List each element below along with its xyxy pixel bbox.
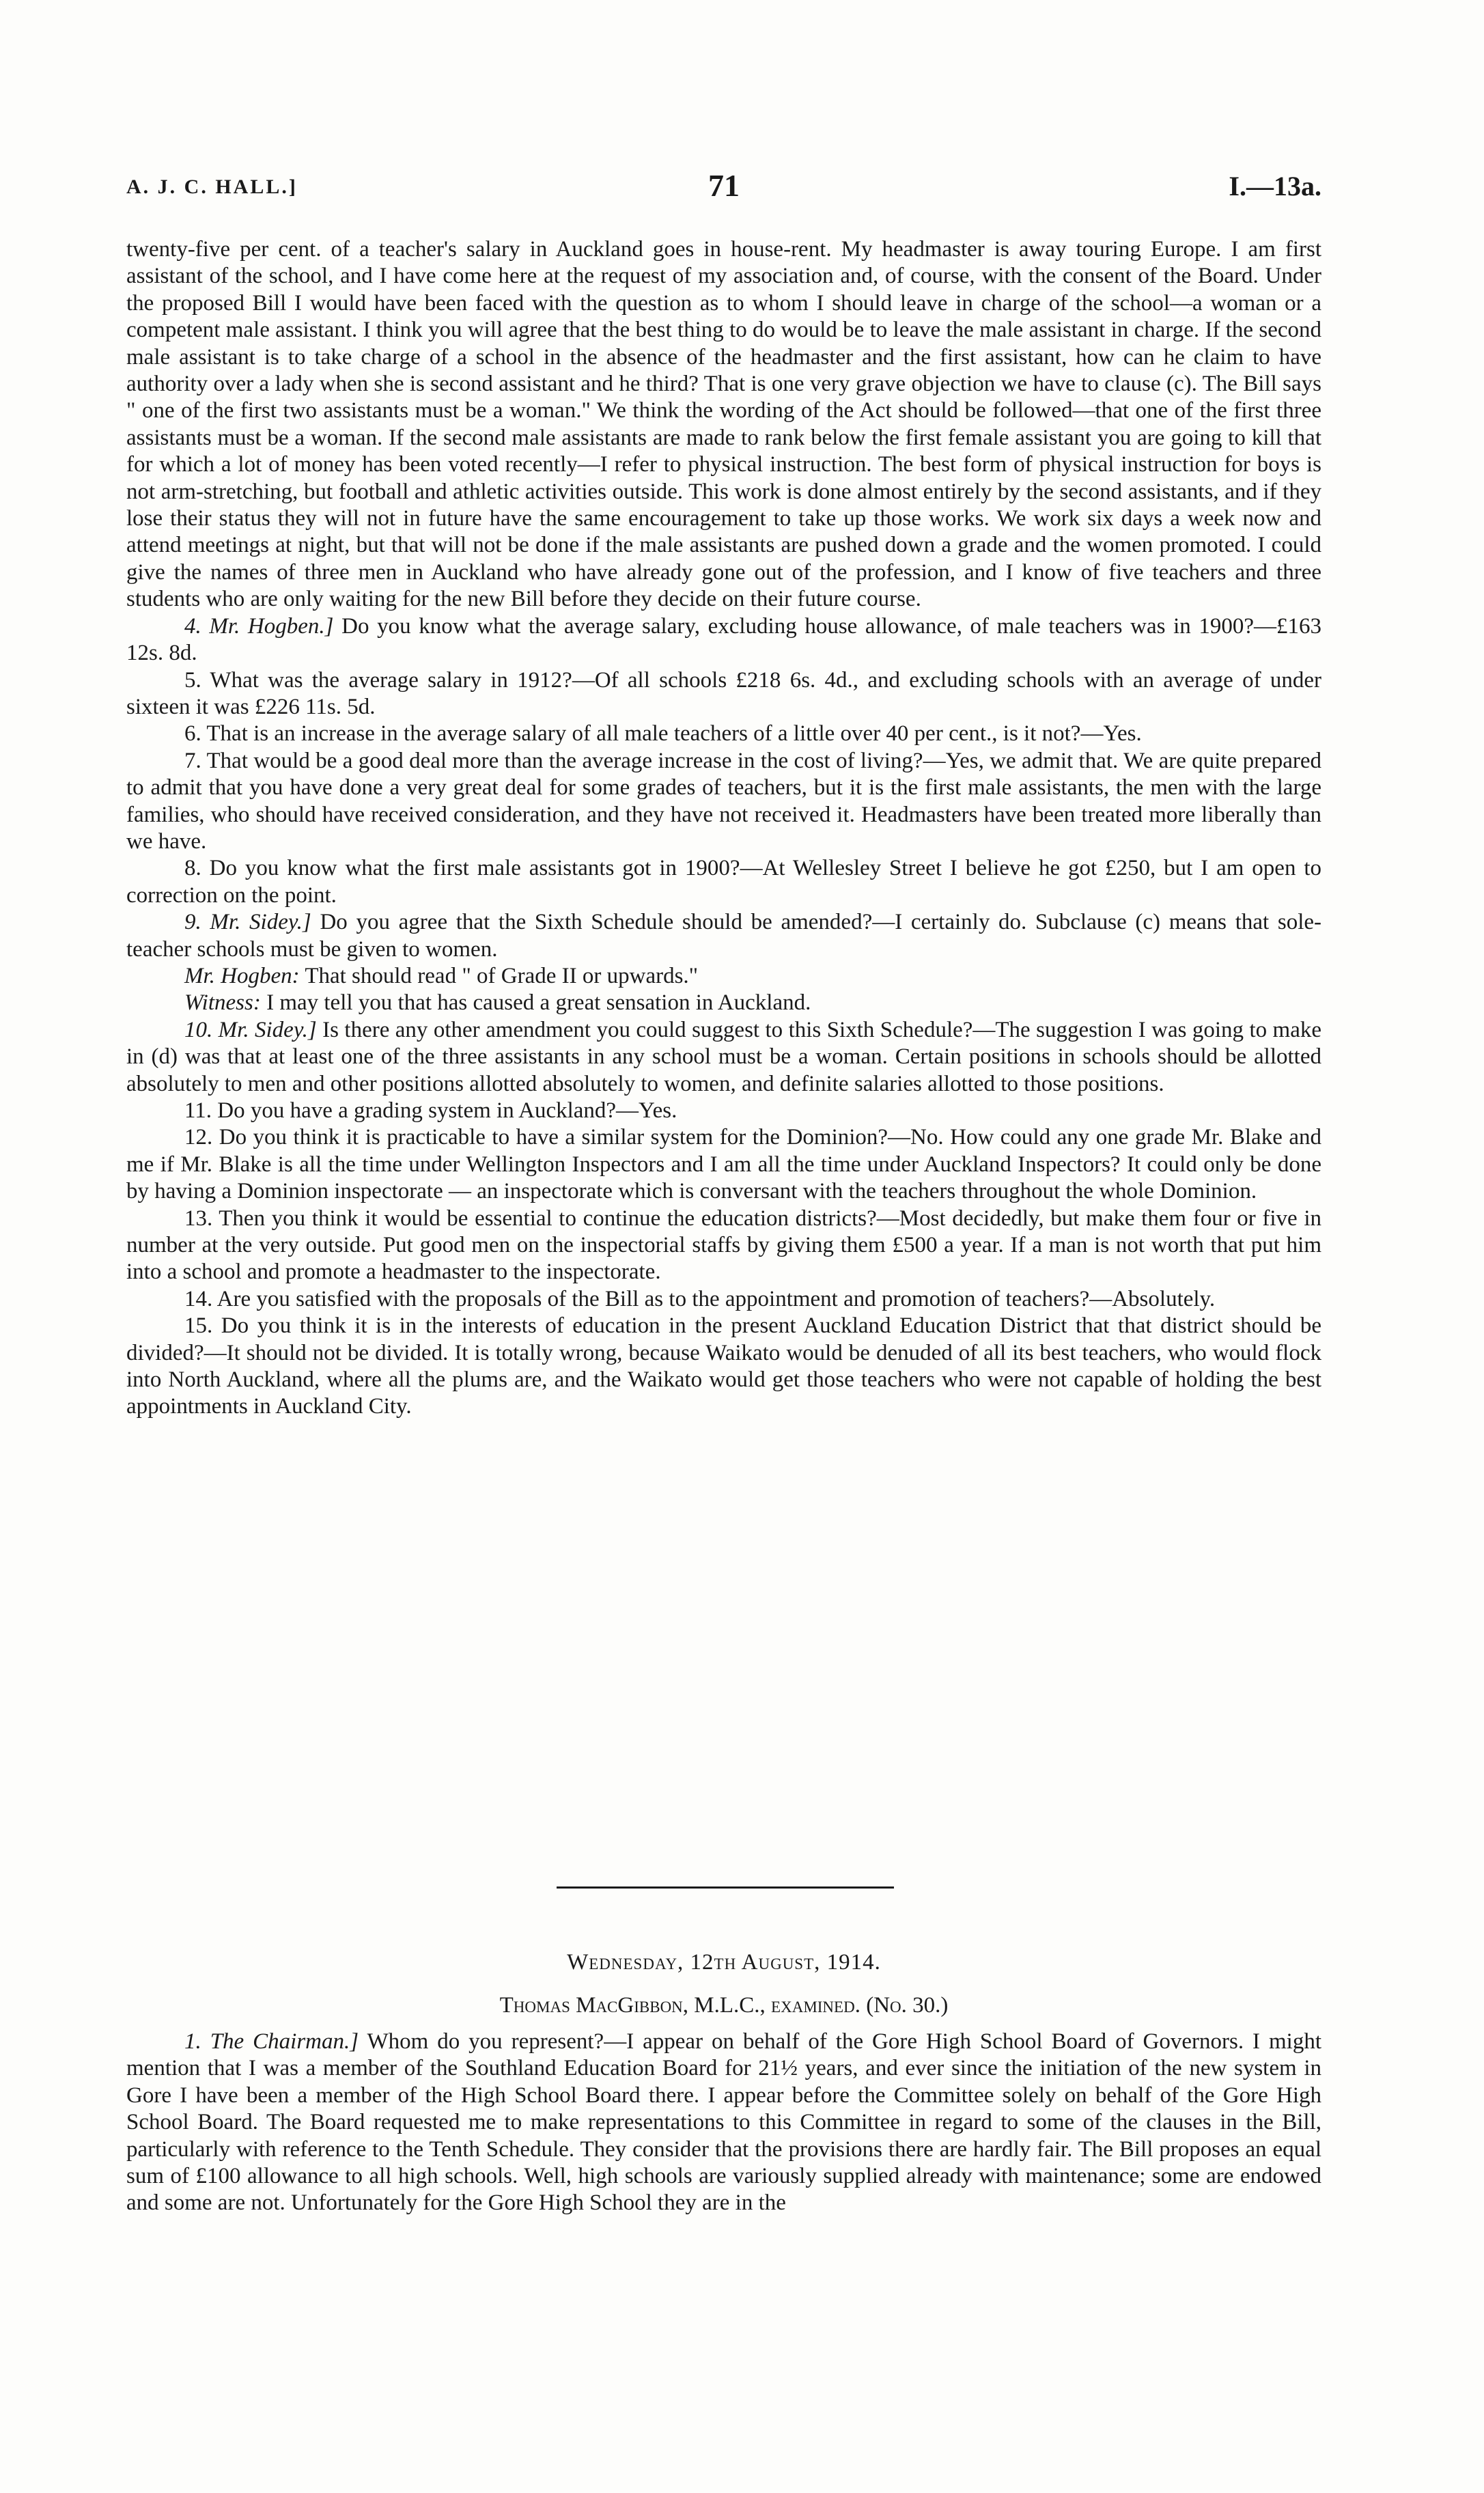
section-divider: [557, 1886, 894, 1889]
page-header: [126, 167, 1321, 215]
testimony-continued: [126, 236, 1321, 1421]
paragraph: Mr. Hogben: That should read " of Grade II or upwards.": [184, 963, 699, 988]
paragraph: 4. Mr. Hogben.] Do you know what the average salary, excluding house allowance, of male teachers was in 1900?—£163 12s. 8d.: [126, 613, 1322, 666]
date-heading: Wednesday, 12th August, 1914.: [567, 1950, 881, 1975]
paragraph: twenty-five per cent. of a teacher's salary in Auckland goes in house-rent. My headmaster is away touring Europe. I am first assistant of the school, and I have come here at the request of my association and, of course, with the consent of the Board. Under the proposed Bill I would have been faced with the question as to whom I should leave in charge of the school—a woman or a competent male assistant. I think you will agree that the best thing to do would be to leave the male assistant in charge. If the second male assistant is to take charge of a school in the absence of the headmaster and the first assistant, how can he claim to have authority over a lady when she is second assistant and he third? That is one very grave objection we have to clause (c). The Bill says " one of the first two assistants must be a woman." We think the wording of the Act should be followed—that one of the first three assistants must be a woman. If the second male assistants are made to rank below the first female assistant you are going to kill that for which a lot of money has been voted recently—I refer to physical instruction. The best form of physical instruction for boys is not arm-stretching, but football and athletic activities outside. This work is done almost entirely by the second assistants, and if they lose their status they will not in future have the same encouragement to take up those works. We work six days a week now and attend meetings at night, but that will not be done if the male assistants are pushed down a grade and the women promoted. I could give the names of three men in Auckland who have already gone out of the profession, and I know of five teachers and three students who are only waiting for the new Bill before they decide on their future course.: [126, 237, 1321, 612]
paragraph: 11. Do you have a grading system in Auckland?—Yes.: [184, 1098, 677, 1123]
running-head-left: A. J. C. HALL.]: [126, 176, 298, 198]
paragraph: 1. The Chairman.] Whom do you represent?—I appear on behalf of the Gore High School Board of Governors. I might mention that I was a member of the Southland Education Board for 21½ years, and ever since the initiation of the new system in Gore I have been a member of the High School Board there. I appear before the Committee solely on behalf of the Gore High School Board. The Board requested me to make representations to this Committee in regard to some of the clauses in the Bill, particularly with reference to the Tenth Schedule. They consider that the provisions there are hardly fair. The Bill proposes an equal sum of £100 allowance to all high schools. Well, high schools are variously supplied already with maintenance; some are endowed and some are not. Unfortunately for the Gore High School they are in the: [126, 2029, 1321, 2216]
speaker-lead: 4. Mr. Hogben.]: [184, 613, 334, 639]
paragraph: 14. Are you satisfied with the proposals of the Bill as to the appointment and promotion of teachers?—Absolutely.: [184, 1286, 1216, 1311]
speaker-lead: Mr. Hogben:: [184, 963, 300, 988]
speaker-lead: Witness:: [184, 990, 261, 1016]
page-number: 71: [708, 168, 740, 203]
speaker-lead: 9. Mr. Sidey.]: [184, 910, 311, 935]
paragraph: 10. Mr. Sidey.] Is there any other amendment you could suggest to this Sixth Schedule?—The suggestion I was going to make in (d) was that at least one of the three assistants in any school must be a woman. Certain positions in schools should be allotted absolutely to men and other positions allotted absolutely to women, and definite salaries allotted to those positions.: [126, 1017, 1321, 1096]
speaker-lead: 1. The Chairman.]: [184, 2029, 359, 2054]
paragraph: 15. Do you think it is in the interests of education in the present Auckland Education District that that district should be divided?—It should not be divided. It is totally wrong, because Waikato would be denuded of all its best teachers, who would flock into North Auckland, where all the plums are, and the Waikato would get those teachers who were not capable of holding the best appointments in Auckland City.: [126, 1313, 1321, 1419]
paragraph: 8. Do you know what the first male assistants got in 1900?—At Wellesley Street I believe he got £250, but I am open to correction on the point.: [126, 856, 1321, 908]
paragraph: 9. Mr. Sidey.] Do you agree that the Sixth Schedule should be amended?—I certainly do. Subclause (c) means that sole-teacher schools must be given to women.: [126, 910, 1322, 962]
running-head-right: I.—13a.: [1229, 171, 1321, 201]
paragraph: 5. What was the average salary in 1912?—Of all schools £218 6s. 4d., and excluding schools with an average of under sixteen it was £226 11s. 5d.: [126, 667, 1321, 719]
new-testimony: [126, 2029, 1321, 2217]
paragraph: 13. Then you think it would be essential to continue the education districts?—Most decidedly, but make them four or five in number at the very outside. Put good men on the inspectorial staffs by giving them £500 a year. If a man is not worth that put him into a school and promote a headmaster to the inspectorate.: [126, 1206, 1321, 1285]
witness-heading: Thomas MacGibbon, M.L.C., examined. (No. 30.): [499, 1993, 949, 2018]
speaker-lead: 10. Mr. Sidey.]: [184, 1017, 317, 1042]
paragraph: 6. That is an increase in the average salary of all male teachers of a little over 40 per cent., is it not?—Yes.: [184, 721, 1142, 747]
paragraph: Witness: I may tell you that has caused a great sensation in Auckland.: [184, 990, 811, 1016]
paragraph: 12. Do you think it is practicable to have a similar system for the Dominion?—No. How could any one grade Mr. Blake and me if Mr. Blake is all the time under Wellington Inspectors and I am all the time under Auckland Inspectors? It could only be done by having a Dominion inspectorate — an inspectorate which is conversant with the teachers throughout the whole Dominion.: [126, 1125, 1321, 1204]
paragraph: 7. That would be a good deal more than the average increase in the cost of living?—Yes, we admit that. We are quite prepared to admit that you have done a very great deal for some grades of teachers, but it is the first male assistants, the men with the large families, who should have received consideration, and they have not received it. Headmasters have been treated more liberally than we have.: [126, 748, 1321, 854]
